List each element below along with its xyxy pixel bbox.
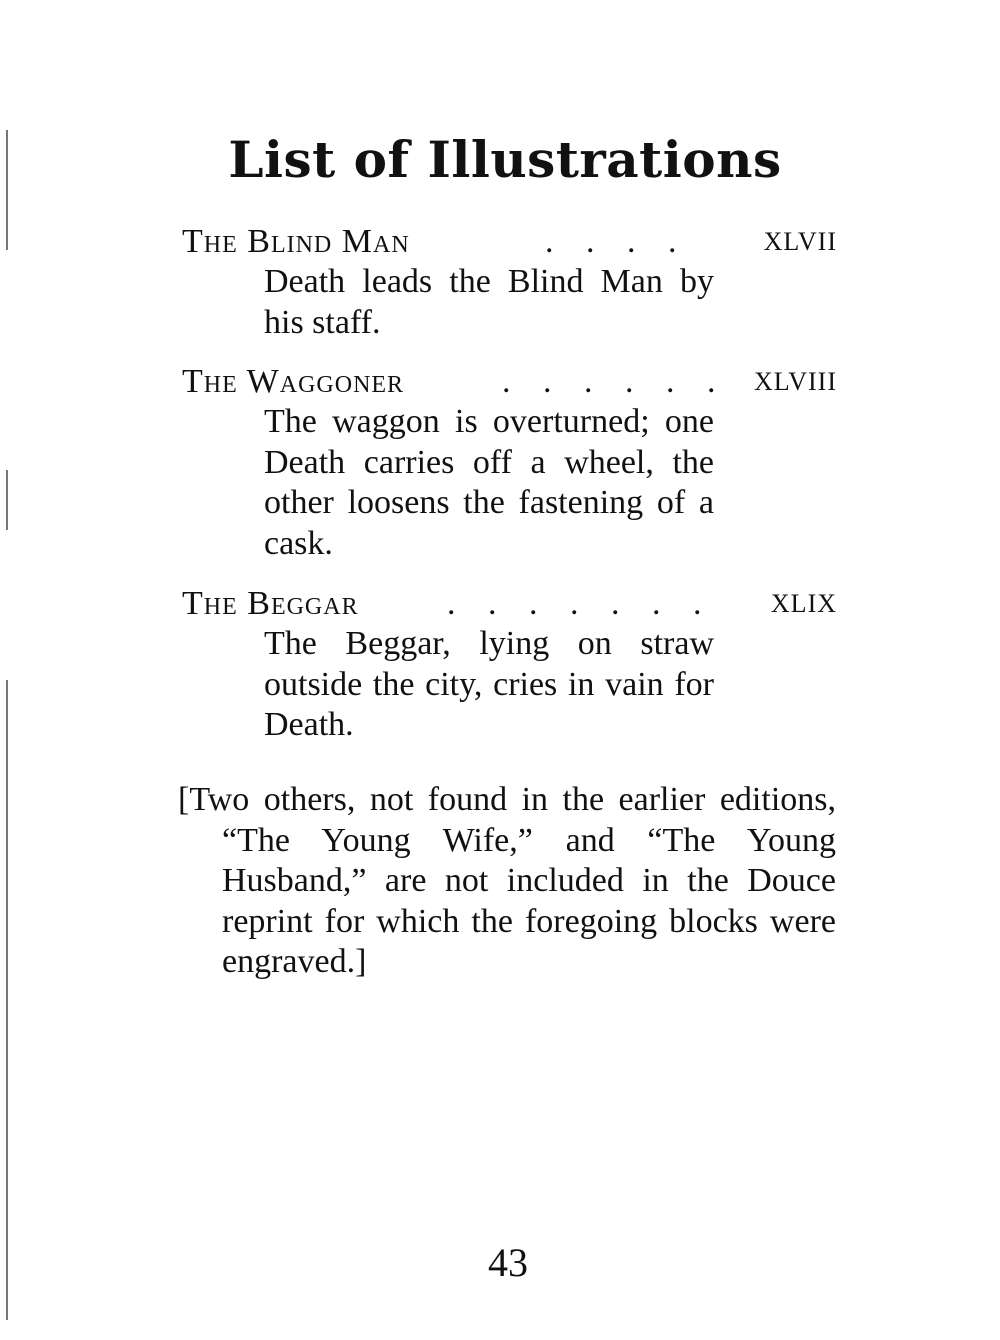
entry-description: The Beggar, lying on straw outside the city, cries in vain for Death. [264, 625, 714, 743]
editorial-note: [Two others, not found in the earlier editions, “The Young Wife,” and “The Young Husband,” are not included in the Douce reprint for which the foregoing blocks were engraved.] [178, 781, 836, 980]
entry-heading [182, 362, 837, 402]
entry-heading [182, 222, 837, 262]
illustration-entry [182, 584, 837, 746]
page-number: 43 [488, 1240, 528, 1285]
entry-name: The Blind Man [182, 223, 410, 260]
entry-description: The waggon is overturned; one Death carries off a wheel, the other loosens the fastening of a cask. [264, 403, 714, 562]
plate-numeral: XLVII [763, 227, 837, 256]
page-title: List of Illustrations [228, 130, 782, 189]
page-edge-mark [6, 680, 8, 1320]
dot-leaders: . . . . . . . [447, 585, 714, 622]
entry-heading [182, 584, 837, 624]
entry-description: Death leads the Blind Man by his staff. [264, 263, 714, 341]
page-edge-mark [6, 470, 8, 530]
plate-numeral: XLVIII [753, 367, 837, 396]
illustration-entry [182, 362, 837, 564]
dot-leaders: . . . . . . [502, 363, 728, 400]
illustration-entry [182, 222, 837, 343]
entry-name: The Beggar [182, 585, 359, 622]
entry-name: The Waggoner [182, 363, 405, 400]
plate-numeral: XLIX [770, 589, 837, 618]
dot-leaders: . . . . [545, 223, 689, 260]
